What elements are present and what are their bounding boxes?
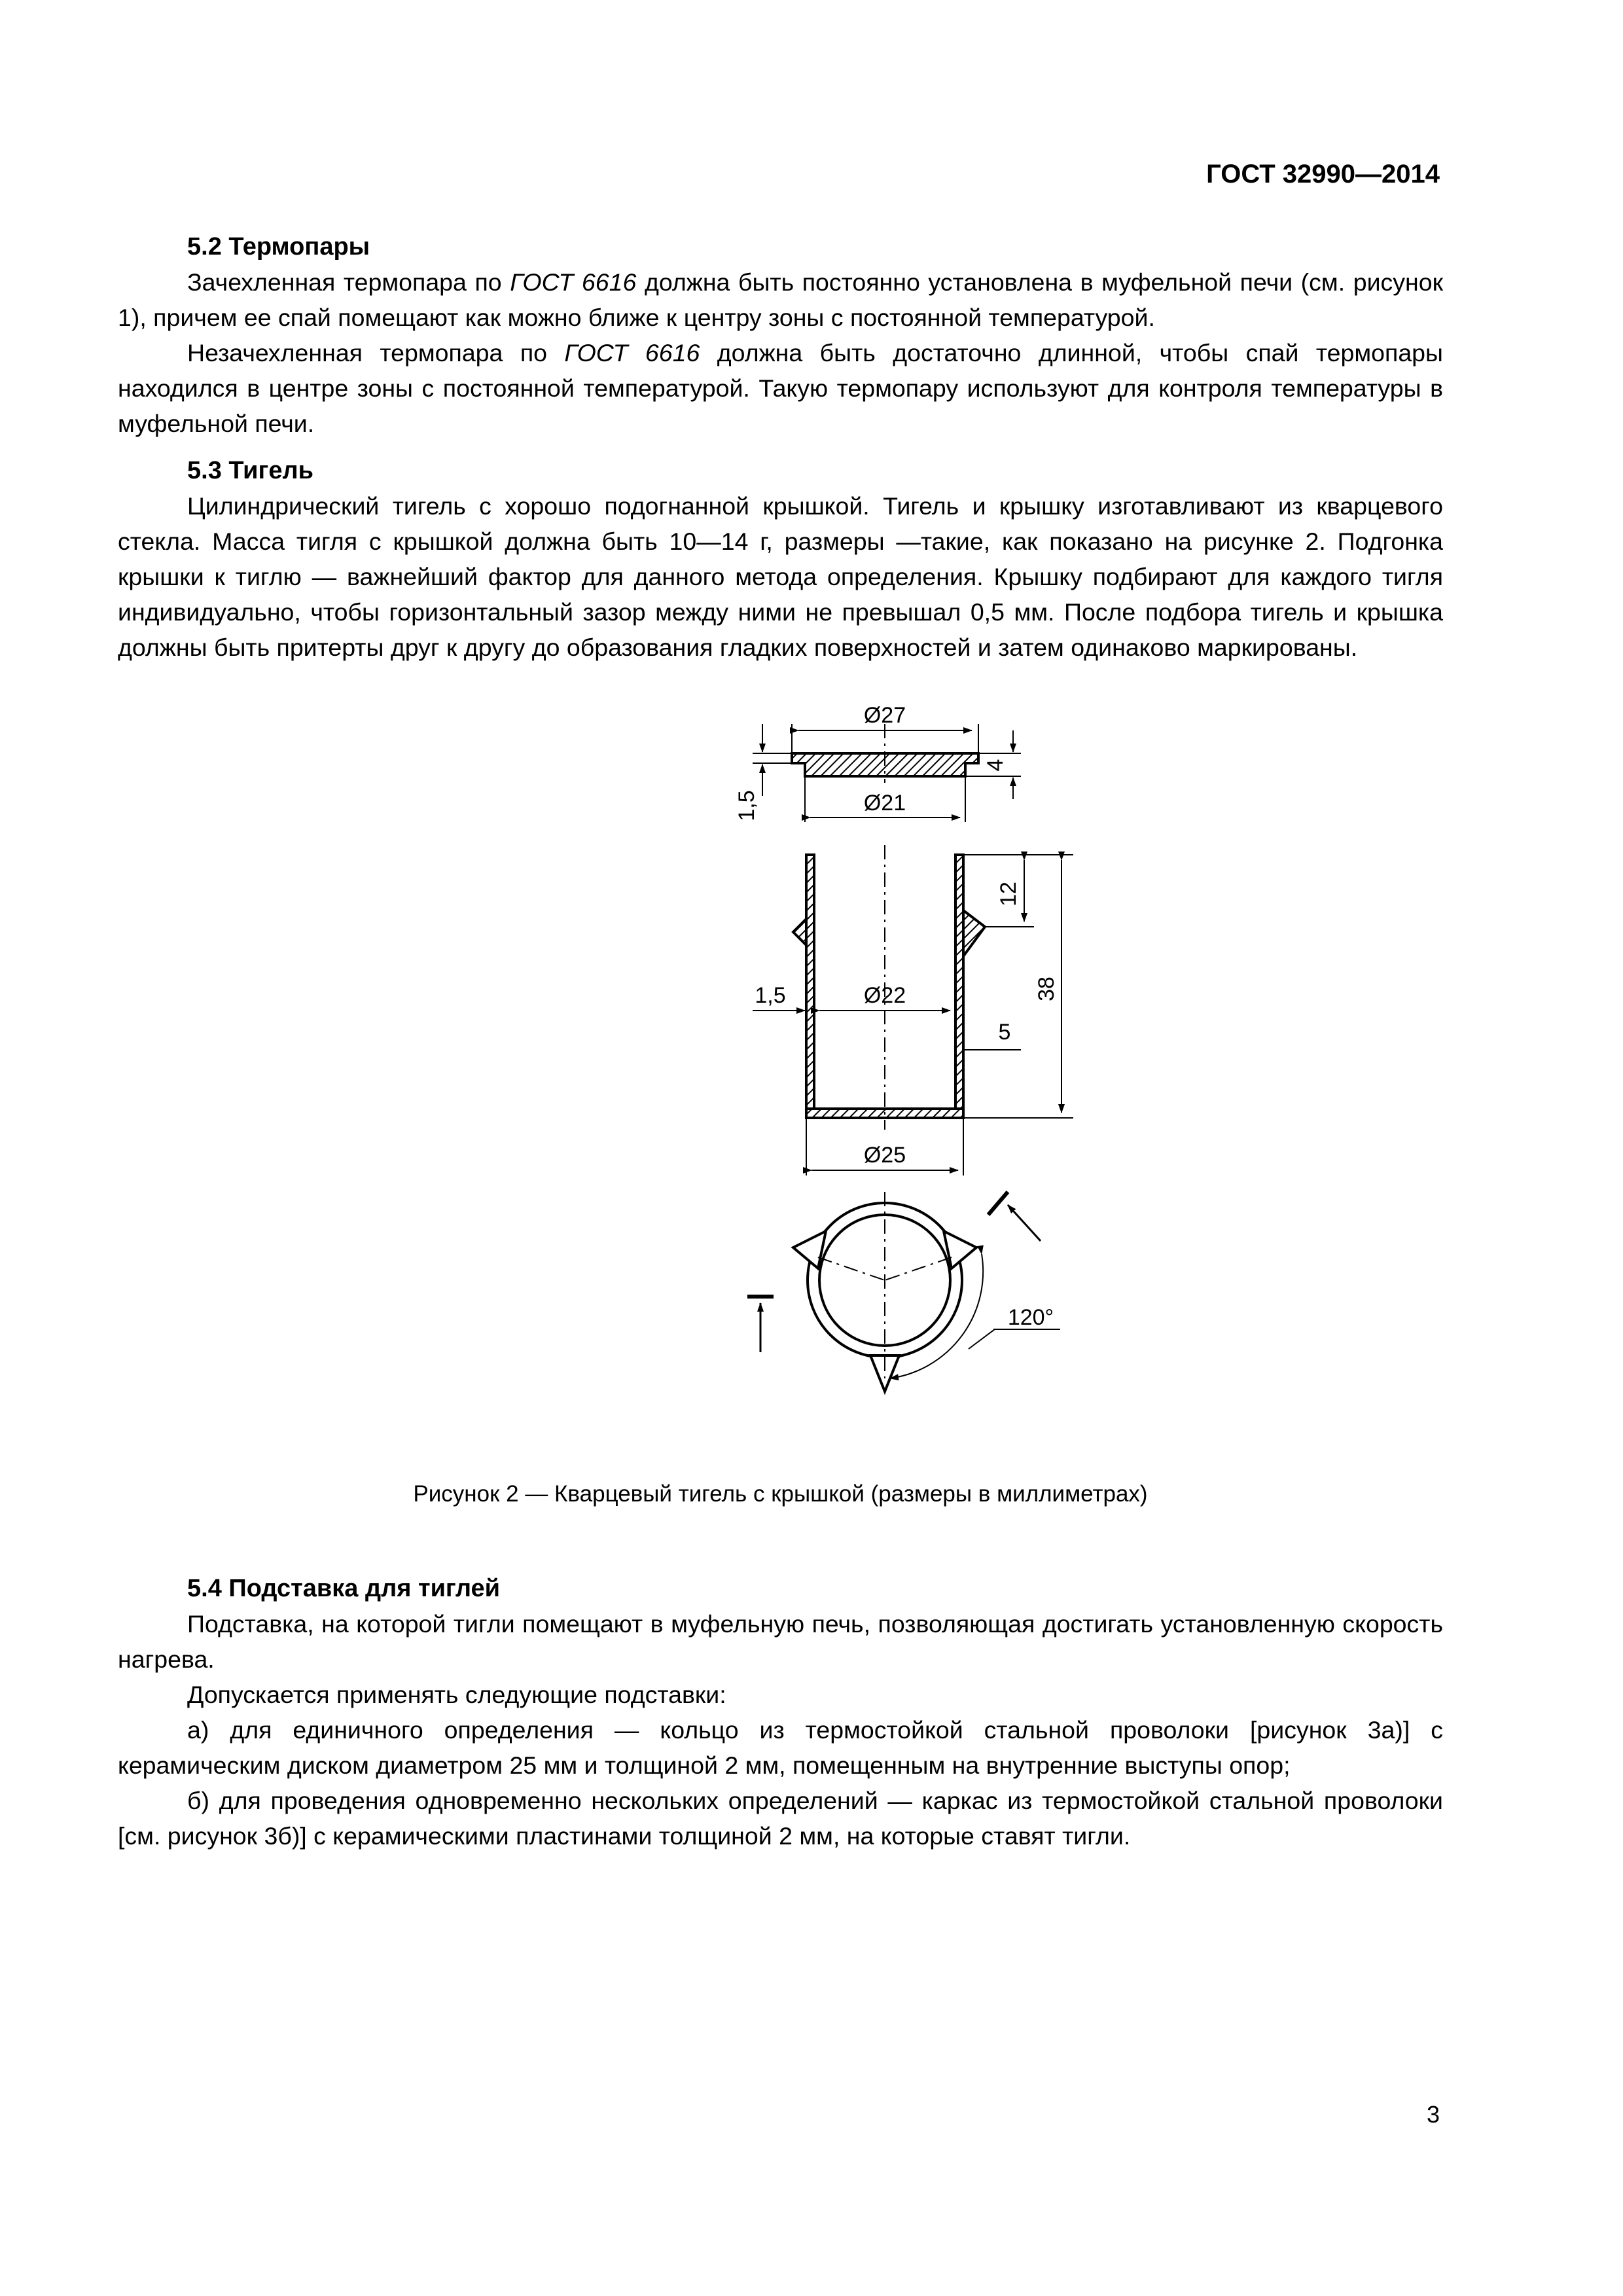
- figure-caption: Рисунок 2 — Кварцевый тигель с крышкой (размеры в миллиметрах): [413, 1481, 1148, 1507]
- text-run: должна быть достаточно длинной, чтобы спай термопары находился в центре зоны с постоянной температурой. Такую термопару используют для контроля температуры в муфельной печи.: [118, 339, 1443, 437]
- dim-lid-height: 4: [983, 759, 1008, 772]
- dim-bottom-offset: 5: [998, 1020, 1011, 1045]
- dim-lid-inner: Ø21: [863, 791, 906, 816]
- lid-view: [734, 703, 1021, 822]
- dim-height: 38: [1034, 977, 1059, 1001]
- paragraph-5-4-3: а) для единичного определения — кольцо из термостойкой стальной проволоки [рисунок 3а)] с керамическим диском диаметром 25 мм и толщиной 2 мм, помещенным на внутренние выступы опор;: [118, 1716, 1443, 1779]
- text-run: Зачехленная термопара по: [187, 268, 510, 296]
- paragraph-5-4-2: Допускается применять следующие подставки:: [187, 1681, 726, 1708]
- text-run: должна быть постоянно установлена в муфельной печи (см. рисунок 1), причем ее спай помещают как можно ближе к центру зоны с постоянной температурой.: [118, 268, 1443, 331]
- crucible-top-view: [747, 1192, 1060, 1391]
- section-heading-5-3: 5.3 Тигель: [187, 457, 313, 484]
- dim-top-offset: 12: [996, 882, 1021, 906]
- document-code-header: ГОСТ 32990—2014: [1206, 160, 1440, 188]
- standard-reference: ГОСТ 6616: [564, 339, 700, 367]
- paragraph-5-4-4: б) для проведения одновременно нескольких определений — каркас из термостойкой стальной проволоки [см. рисунок 3б)] с керамическими пластинами толщиной 2 мм, на которые ставят тигли.: [118, 1787, 1443, 1850]
- dim-inner-d: Ø22: [863, 983, 906, 1008]
- page-number: 3: [1426, 2101, 1440, 2128]
- crucible-section-view: [753, 845, 1073, 1175]
- dim-lid-rim: 1,5: [734, 790, 759, 821]
- text-run: Незачехленная термопара по: [187, 339, 565, 367]
- dim-outer-d: Ø25: [863, 1143, 906, 1168]
- section-heading-5-4: 5.4 Подставка для тиглей: [187, 1575, 500, 1602]
- dim-lid-outer: Ø27: [863, 703, 906, 728]
- crucible-drawing: [602, 698, 1073, 1405]
- dim-wall: 1,5: [755, 983, 786, 1008]
- section-heading-5-2: 5.2 Термопары: [187, 233, 370, 260]
- figure-2: [118, 698, 1443, 1457]
- paragraph-5-2-2: [118, 335, 1443, 441]
- standard-reference: ГОСТ 6616: [510, 268, 637, 296]
- paragraph-5-2-1: [118, 264, 1443, 335]
- document-body: [118, 229, 1443, 1854]
- paragraph-5-4-1: Подставка, на которой тигли помещают в муфельную печь, позволяющая достигать установленную скорость нагрева.: [118, 1610, 1443, 1673]
- paragraph-5-3-1: Цилиндрический тигель с хорошо подогнанной крышкой. Тигель и крышку изготавливают из кварцевого стекла. Масса тигля с крышкой должна быть 10—14 г, размеры —такие, как показано на рисунке 2. Подгонка крышки к тиглю — важнейший фактор для данного метода определения. Крышку подбирают для каждого тигля индивидуально, чтобы горизонтальный зазор между ними не превышал 0,5 мм. После подбора тигель и крышка должны быть притерты друг к другу до образования гладких поверхностей и затем одинаково маркированы.: [118, 492, 1443, 661]
- dim-angle: 120°: [1007, 1305, 1054, 1330]
